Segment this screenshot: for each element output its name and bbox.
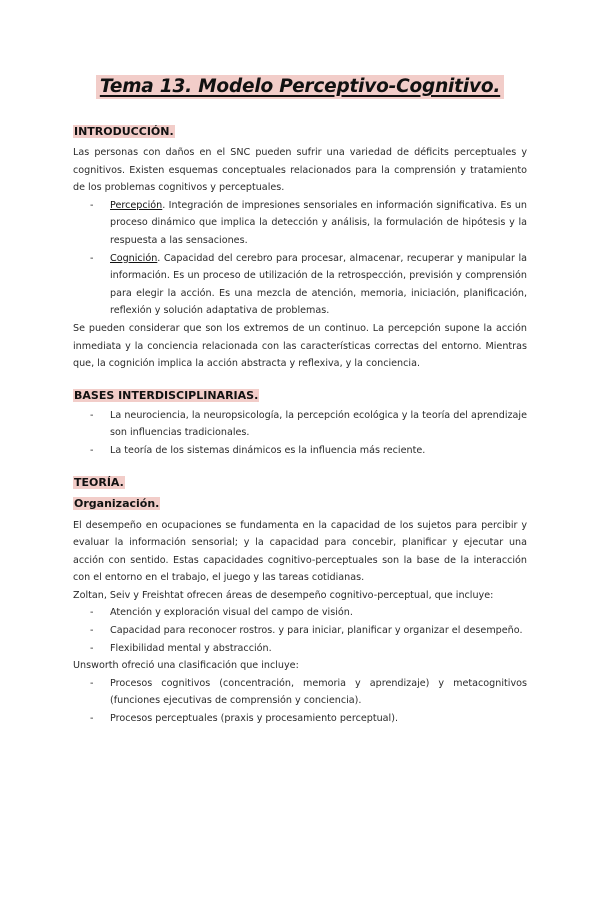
heading-bases <box>73 389 527 402</box>
zoltan-item-3: Flexibilidad mental y abstracción. <box>110 642 272 654</box>
list-item <box>73 710 527 728</box>
list-item <box>73 407 527 442</box>
unsworth-item-2: Procesos perceptuales (praxis y procesamiento perceptual). <box>110 713 399 725</box>
list-dash: - <box>90 252 94 264</box>
title-block <box>73 75 527 99</box>
document-title: Tema 13. Modelo Perceptivo-Cognitivo. <box>96 75 504 99</box>
term-cognicion-text: . Capacidad del cerebro para procesar, almacenar, recuperar y manipular la información. Es un proceso de utilización de la retrospección, previsión y comprensión para elegir la acción. Es una mezcla de atención, memoria, iniciación, planificación, reflexión y solución adaptativa de problemas. <box>110 252 527 317</box>
list-item <box>73 622 527 640</box>
teoria-paragraph-3: Unsworth ofreció una clasificación que incluye: <box>73 660 299 672</box>
list-dash: - <box>90 444 94 456</box>
list-item <box>73 675 527 710</box>
subheading-organizacion <box>73 497 527 510</box>
bases-item-1: La neurociencia, la neuropsicología, la percepción ecológica y la teoría del aprendizaje son influencias tradicionales. <box>110 409 527 439</box>
list-item <box>73 442 527 460</box>
list-dash: - <box>90 625 94 637</box>
subheading-organizacion-text: Organización. <box>74 496 160 510</box>
heading-teoria <box>73 476 527 489</box>
teoria-paragraph-1: El desempeño en ocupaciones se fundamenta en la capacidad de los sujetos para percibir y evaluar la información sensorial; y la capacidad para concebir, planificar y ejecutar una acción con sentido. Estas capacidades cognitivo-perceptuales son la base de la interacción con el entorno en el trabajo, el juego y las tareas cotidianas. <box>73 519 527 584</box>
teoria-paragraph-2: Zoltan, Seiv y Freishtat ofrecen áreas de desempeño cognitivo-perceptual, que incluye: <box>73 589 494 601</box>
heading-introduccion <box>73 125 527 138</box>
list-dash: - <box>90 199 94 211</box>
term-percepcion-text: . Integración de impresiones sensoriales en información significativa. Es un proceso dinámico que implica la detección y análisis, la formulación de hipótesis y la respuesta a las sensaciones. <box>110 199 527 246</box>
unsworth-item-1: Procesos cognitivos (concentración, memoria y aprendizaje) y metacognitivos (funciones ejecutivas de comprensión y conciencia). <box>110 677 527 707</box>
bases-list <box>73 407 527 460</box>
heading-bases-text: BASES INTERDISCIPLINARIAS. <box>74 388 259 402</box>
bases-item-2: La teoría de los sistemas dinámicos es la influencia más reciente. <box>110 444 426 456</box>
intro-list <box>73 197 527 320</box>
term-percepcion: Percepción <box>110 199 163 211</box>
unsworth-list <box>73 675 527 728</box>
intro-paragraph-2: Se pueden considerar que son los extremos de un continuo. La percepción supone la acción inmediata y la conciencia relacionada con las características correctas del entorno. Mientras que, la cognición implica la acción abstracta y reflexiva, y la conciencia. <box>73 322 527 370</box>
list-item <box>73 250 527 320</box>
list-dash: - <box>90 642 94 654</box>
term-cognicion: Cognición <box>110 252 158 264</box>
heading-introduccion-text: INTRODUCCIÓN. <box>74 125 174 138</box>
list-dash: - <box>90 409 94 421</box>
list-item <box>73 604 527 622</box>
document-page <box>0 75 600 923</box>
zoltan-item-2: Capacidad para reconocer rostros. y para iniciar, planificar y organizar el desempeño. <box>110 625 523 637</box>
zoltan-item-1: Atención y exploración visual del campo de visión. <box>110 607 353 619</box>
list-dash: - <box>90 607 94 619</box>
list-dash: - <box>90 677 94 689</box>
list-dash: - <box>90 713 94 725</box>
zoltan-list <box>73 604 527 657</box>
heading-teoria-text: TEORÍA. <box>74 475 124 489</box>
list-item <box>73 640 527 658</box>
intro-paragraph-1: Las personas con daños en el SNC pueden sufrir una variedad de déficits perceptuales y cognitivos. Existen esquemas conceptuales relacionados para la comprensión y tratamiento de los problemas cognitivos y perceptuales. <box>73 147 527 194</box>
list-item <box>73 197 527 250</box>
